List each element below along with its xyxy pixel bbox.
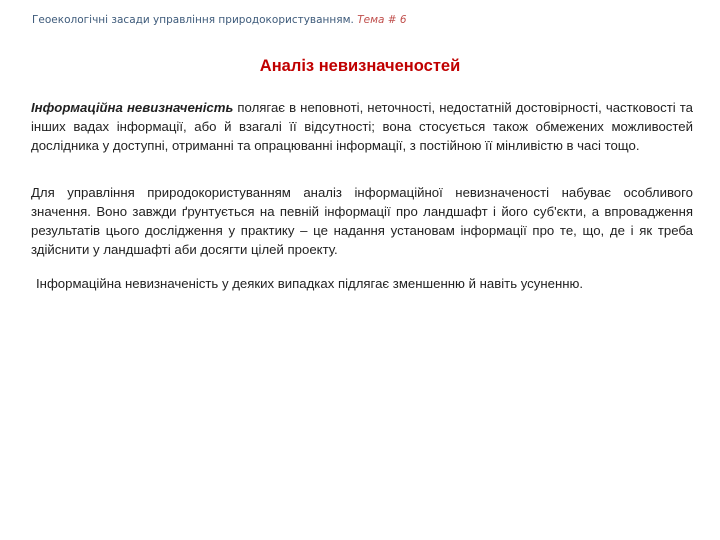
definition-text: полягає в неповноті, неточності, недостатній достовірності, частковості та інших вадах інформації, або й взагалі її відсутності; вона стосується також обмежених можливостей дослідника у доступні, отриманні та опрацюванні інформації, з постійною її мінливістю в часі тощо. <box>31 100 693 153</box>
paragraph-conclusion: Інформаційна невизначеність у деяких випадках підлягає зменшенню й навіть усуненню. <box>36 276 584 291</box>
slide-header <box>32 14 407 26</box>
defined-term: Інформаційна невизначеність <box>31 100 234 115</box>
topic-label: Тема # 6 <box>357 14 407 26</box>
paragraph-management: Для управління природокористуванням аналіз інформаційної невизначеності набуває особливого значення. Воно завжди ґрунтується на певній інформації про ландшафт і його суб'єкти, а впровадження результатів цього дослідження у практику – це надання установам інформації про те, що, де і як треба здійснити у ландшафті аби досягти цілей проекту. <box>31 185 693 257</box>
paragraph-definition <box>31 98 693 155</box>
course-title: Геоекологічні засади управління природокористуванням. <box>32 14 354 26</box>
slide-title: Аналіз невизначеностей <box>259 57 461 75</box>
